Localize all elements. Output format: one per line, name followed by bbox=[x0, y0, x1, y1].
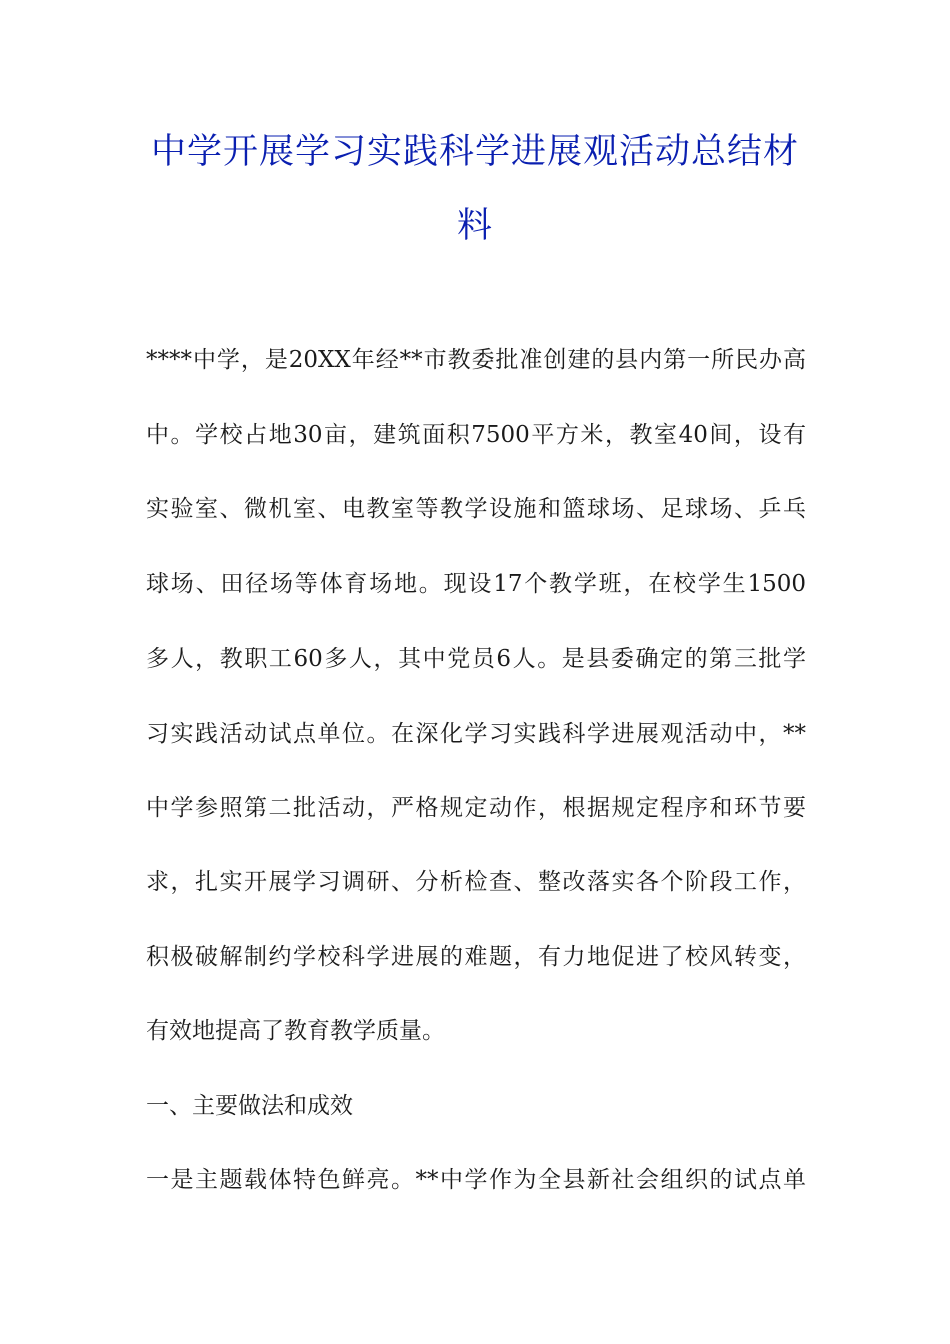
body-line: 有效地提高了教育教学质量。 bbox=[146, 1018, 445, 1044]
body-line: 多人，教职工60多人，其中党员6人。是县委确定的第三批学 bbox=[146, 646, 806, 672]
body-line: 实验室、微机室、电教室等教学设施和篮球场、足球场、乒乓 bbox=[146, 496, 806, 522]
body-line: 积极破解制约学校科学进展的难题，有力地促进了校风转变， bbox=[146, 944, 806, 970]
body-line: ****中学，是20XX年经**市教委批准创建的县内第一所民办高 bbox=[146, 347, 806, 373]
body-line: 一是主题载体特色鲜亮。**中学作为全县新社会组织的试点单 bbox=[146, 1167, 806, 1193]
body-line: 求，扎实开展学习调研、分析检查、整改落实各个阶段工作， bbox=[146, 869, 806, 895]
document-title-line-2: 料 bbox=[456, 206, 493, 246]
body-line: 中学参照第二批活动，严格规定动作，根据规定程序和环节要 bbox=[146, 795, 806, 821]
section-heading: 一、主要做法和成效 bbox=[146, 1093, 353, 1119]
body-line: 中。学校占地30亩，建筑面积7500平方米，教室40间，设有 bbox=[146, 422, 806, 448]
body-line: 习实践活动试点单位。在深化学习实践科学进展观活动中，** bbox=[146, 721, 806, 747]
document-title-line-1: 中学开展学习实践科学进展观活动总结材 bbox=[150, 132, 799, 172]
body-line: 球场、田径场等体育场地。现设17个教学班，在校学生1500 bbox=[146, 571, 806, 597]
